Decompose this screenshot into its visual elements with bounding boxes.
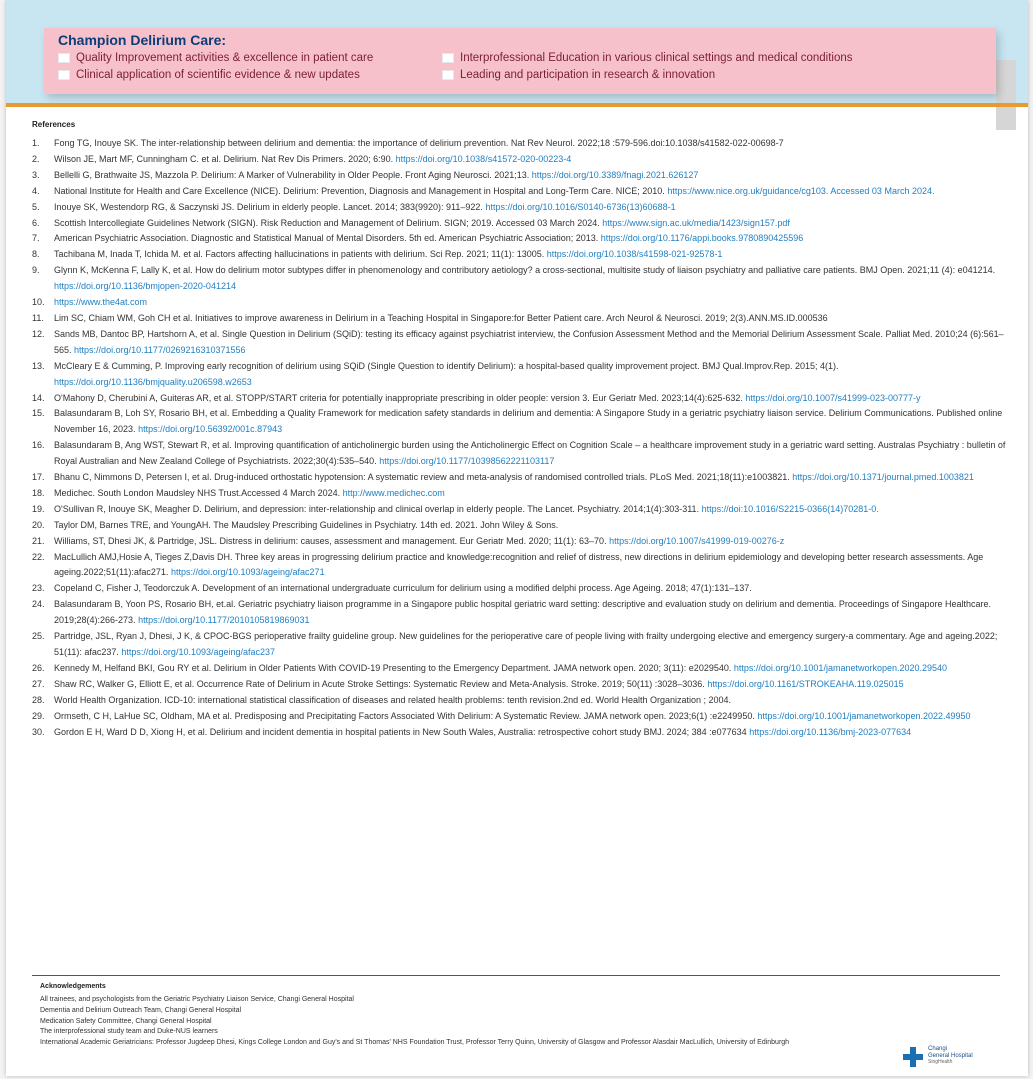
reference-link[interactable]: https://doi.org/10.3389/fnagi.2021.626127 (531, 169, 699, 180)
reference-citation: Copeland C, Fisher J, Teodorczuk A. Development of an international undergraduate curriculum for delirium using a modified delphi process. Age Ageing. 2018; 47(1):131–137. (54, 583, 752, 594)
reference-number: 5. (32, 201, 40, 212)
reference-text (54, 184, 1012, 200)
reference-link[interactable]: https://doi.org/10.1176/appi.books.9780890425596 (600, 233, 804, 244)
reference-text (54, 661, 1012, 677)
reference-item (32, 597, 1012, 629)
reference-item (32, 247, 1012, 263)
reference-text (54, 677, 1012, 693)
logo-text (928, 1046, 973, 1066)
reference-item (32, 311, 1012, 327)
reference-text (54, 231, 1012, 247)
reference-citation: Balasundaram B, Yoon PS, Rosario BH, et.al. Geriatric psychiatry liaison programme in a Singapore public hospital geriatric ward setting: descriptive and evaluation study on delirium and dementia. Proceedings of Singapore Healthcare. 2019;28(4):266-273. (54, 599, 992, 626)
reference-item (32, 263, 1012, 295)
champion-item-label: Interprofessional Education in various clinical settings and medical conditions (460, 52, 853, 64)
reference-citation: Inouye SK, Westendorp RG, & Saczynski JS. Delirium in elderly people. Lancet. 2014; 383(9920): 911–922. (54, 201, 483, 212)
cross-icon (902, 1046, 924, 1068)
reference-number: 25. (32, 631, 45, 642)
reference-link[interactable]: https://doi.org/10.1136/bmjopen-2020-041214 (54, 281, 236, 292)
reference-number: 19. (32, 503, 45, 514)
reference-number: 18. (32, 487, 45, 498)
reference-item (32, 438, 1012, 470)
reference-number: 29. (32, 710, 45, 721)
reference-item (32, 518, 1012, 534)
logo-line: SingHealth (928, 1059, 953, 1065)
reference-item (32, 406, 1012, 438)
reference-text (54, 597, 1012, 629)
acknowledgement-line: Dementia and Delirium Outreach Team, Changi General Hospital (40, 1006, 242, 1014)
checkbox-icon (58, 70, 70, 80)
reference-link[interactable]: https://doi.org/10.1001/jamanetworkopen.2022.49950 (757, 710, 971, 721)
reference-number: 21. (32, 535, 45, 546)
champion-delirium-care-box (44, 28, 996, 94)
reference-citation: O'Mahony D, Cherubini A, Guiteras AR, et al. STOPP/START criteria for potentially inappropriate prescribing in older people: version 3. Eur Geriatr Med. 2023;14(4):625-632. (54, 392, 743, 403)
reference-item (32, 661, 1012, 677)
acknowledgement-line: All trainees, and psychologists from the Geriatric Psychiatry Liaison Service, Changi General Hospital (40, 996, 354, 1003)
reference-citation: Bellelli G, Brathwaite JS, Mazzola P. Delirium: A Marker of Vulnerability in Older People. Front Aging Neurosci. 2021;13. (54, 169, 530, 180)
reference-text (54, 263, 1012, 295)
section-divider (32, 975, 1000, 976)
reference-link[interactable]: https://doi.org/10.1038/s41572-020-00223-4 (395, 153, 572, 164)
reference-citation: World Health Organization. ICD-10: international statistical classification of diseases and related health problems: tenth revision.2nd ed. World Health Organization ; 2004. (54, 694, 732, 705)
checkbox-icon (58, 53, 70, 63)
reference-citation: Williams, ST, Dhesi JK, & Partridge, JSL. Distress in delirium: causes, assessment and management. Eur Geriatr Med. 2020; 11(1): 63–70. (54, 535, 607, 546)
reference-link[interactable]: https://doi.org/10.1177/2010105819869031 (138, 615, 310, 626)
reference-text (54, 709, 1012, 725)
reference-item (32, 486, 1012, 502)
reference-link[interactable]: https://doi.org/10.1371/journal.pmed.1003821 (792, 472, 974, 483)
reference-item (32, 629, 1012, 661)
reference-text (54, 581, 1012, 597)
reference-citation: Glynn K, McKenna F, Lally K, et al. How do delirium motor subtypes differ in phenomenology and contributory aetiology? a cross-sectional, multisite study of liaison psychiatry and palliative care patients. BMJ Open. 2021;11 (4): e041214. (54, 265, 996, 276)
reference-item (32, 391, 1012, 407)
reference-number: 20. (32, 519, 45, 530)
reference-citation: O'Sullivan R, Inouye SK, Meagher D. Delirium, and depression: inter-relationship and clinical overlap in elderly people. The Lancet. Psychiatry. 2014;1(4):303-311. (54, 503, 700, 514)
reference-number: 8. (32, 249, 40, 260)
reference-number: 13. (32, 360, 45, 371)
champion-item (442, 69, 715, 81)
reference-item (32, 709, 1012, 725)
decorative-shadow (996, 60, 1016, 130)
reference-number: 22. (32, 551, 45, 562)
reference-text (54, 693, 1012, 709)
champion-item-label: Leading and participation in research & innovation (460, 69, 716, 81)
reference-item (32, 470, 1012, 486)
reference-item (32, 693, 1012, 709)
champion-item (442, 52, 853, 64)
reference-citation: Tachibana M, Inada T, Ichida M. et al. Factors affecting hallucinations in patients with delirium. Sci Rep. 2021; 11(1): 13005. (54, 249, 545, 260)
reference-text (54, 486, 1012, 502)
reference-text (54, 359, 1012, 391)
hospital-logo (902, 1046, 982, 1072)
reference-item (32, 200, 1012, 216)
reference-item (32, 231, 1012, 247)
reference-number: 10. (32, 297, 45, 308)
reference-text (54, 502, 1012, 518)
reference-link[interactable]: https://doi.org/10.1001/jamanetworkopen.2020.29540 (733, 662, 948, 673)
reference-text (54, 216, 1012, 232)
reference-citation: Wilson JE, Mart MF, Cunningham C. et al. Delirium. Nat Rev Dis Primers. 2020; 6:90. (54, 153, 394, 164)
reference-item (32, 184, 1012, 200)
reference-text (54, 152, 1012, 168)
reference-link[interactable]: https://doi:10.1016/S2215-0366(14)70281-0. (701, 503, 879, 514)
reference-item (32, 216, 1012, 232)
reference-link[interactable]: https://doi.org/10.1038/s41598-021-92578-1 (546, 249, 723, 260)
reference-link[interactable]: https://www.nice.org.uk/guidance/cg103. Accessed 03 March 2024. (667, 185, 935, 196)
reference-text (54, 725, 1012, 741)
logo-line: Changi (928, 1046, 948, 1052)
reference-text (54, 406, 1012, 438)
reference-text (54, 518, 1012, 534)
reference-number: 16. (32, 440, 45, 451)
reference-link[interactable]: https://doi.org/10.1136/bmjquality.u206598.w2653 (54, 376, 252, 387)
checkbox-icon (442, 53, 454, 63)
reference-number: 14. (32, 392, 45, 403)
reference-citation: Balasundaram B, Ang WST, Stewart R, et al. Improving quantification of anticholinergic burden using the Anticholinergic Effect on Cognition Scale – a healthcare improvement study in a geriatric ward setting. Australas Psychiatry : bulletin of Royal Australian and New Zealand College of Psychiatrists. 2022;30(4):535–540. (54, 440, 1006, 467)
reference-item (32, 295, 1012, 311)
checkbox-icon (442, 70, 454, 80)
reference-number: 26. (32, 662, 45, 673)
reference-number: 23. (32, 583, 45, 594)
reference-item (32, 136, 1012, 152)
reference-number: 30. (32, 726, 45, 737)
reference-citation: MacLullich AMJ,Hosie A, Tieges Z,Davis DH. Three key areas in progressing delirium practice and knowledge:recognition and relief of distress, new directions in delirium epidemiology and developing better research assessments. Age ageing.2022;51(11):afac271. (54, 551, 984, 578)
reference-citation: National Institute for Health and Care Excellence (NICE). Delirium: Prevention, Diagnosis and Management in Hospital and Long-Term Care. NICE; 2010. (54, 185, 665, 196)
champion-item (58, 52, 373, 64)
reference-text (54, 470, 1012, 486)
reference-item (32, 327, 1012, 359)
reference-link[interactable]: https://www.the4at.com (54, 297, 148, 308)
reference-citation: Bhanu C, Nimmons D, Petersen I, et al. Drug-induced orthostatic hypotension: A systematic review and meta-analysis of randomised controlled trials. PLoS Med. 2021;18(11):e1003821. (54, 472, 790, 483)
reference-number: 27. (32, 678, 45, 689)
reference-number: 7. (32, 233, 40, 244)
reference-number: 9. (32, 265, 40, 276)
reference-number: 1. (32, 138, 40, 148)
reference-number: 15. (32, 408, 45, 419)
references-list (32, 136, 1012, 740)
reference-text (54, 550, 1012, 582)
champion-item-label: Clinical application of scientific evidence & new updates (76, 69, 360, 81)
reference-citation: Balasundaram B, Loh SY, Rosario BH, et al. Embedding a Quality Framework for medication safety standards in delirium and dementia: A Singapore Study in a geriatric psychiatry liaison service. Delirium Communications. Published online November 16, 2023. (54, 408, 1003, 435)
reference-number: 2. (32, 153, 40, 164)
reference-number: 24. (32, 599, 45, 610)
reference-text (54, 200, 1012, 216)
reference-link[interactable]: http://www.medichec.com (342, 487, 445, 498)
reference-citation: American Psychiatric Association. Diagnostic and Statistical Manual of Mental Disorders. 5th ed. American Psychiatric Association; 2013. (54, 233, 599, 244)
reference-citation: Gordon E H, Ward D D, Xiong H, et al. Delirium and incident dementia in hospital patients in New South Wales, Australia: retrospective cohort study BMJ. 2024; 384 :e077634 (54, 726, 747, 737)
champion-item-label: Quality Improvement activities & excellence in patient care (76, 52, 374, 64)
reference-item (32, 168, 1012, 184)
logo-line: General Hospital (928, 1052, 973, 1059)
reference-citation: Ormseth, C H, LaHue SC, Oldham, MA et al. Predisposing and Precipitating Factors Associated With Delirium: A Systematic Review. JAMA network open. 2023;6(1) :e2249950. (54, 710, 755, 721)
reference-link[interactable]: https://doi.org/10.1007/s41999-019-00276-z (609, 535, 785, 546)
reference-item (32, 152, 1012, 168)
reference-citation: Lim SC, Chiam WM, Goh CH et al. Initiatives to improve awareness in Delirium in a Teaching Hospital in Singapore:for Better Patient care. Arch Neurol & Neurosci. 2019; 2(3).ANN.MS.ID.000536 (54, 312, 828, 323)
reference-link[interactable]: https://www.sign.ac.uk/media/1423/sign157.pdf (602, 217, 790, 228)
reference-citation: Shaw RC, Walker G, Elliott E, et al. Occurrence Rate of Delirium in Acute Stroke Settings: Systematic Review and Meta-Analysis. Stroke. 2019; 50(11) :3028–3036. (54, 678, 705, 689)
reference-text (54, 327, 1012, 359)
poster-page (6, 0, 1028, 1076)
reference-number: 12. (32, 328, 45, 339)
reference-citation: Sands MB, Dantoc BP, Hartshorn A, et al. Single Question in Delirium (SQiD): testing its efficacy against psychiatrist interview, the Confusion Assessment Method and the Memorial Delirium Assessment Scale. Palliat Med. 2010;24 (6):561–565. (54, 328, 1004, 355)
reference-number: 6. (32, 217, 40, 228)
orange-divider (6, 103, 1028, 107)
reference-number: 17. (32, 472, 45, 483)
reference-item (32, 502, 1012, 518)
champion-title: Champion Delirium Care: (58, 32, 227, 48)
reference-text (54, 438, 1012, 470)
reference-item (32, 677, 1012, 693)
reference-text (54, 311, 1012, 327)
reference-citation: Taylor DM, Barnes TRE, and YoungAH. The Maudsley Prescribing Guidelines in Psychiatry. 14th ed. 2021. John Wiley & Sons. (54, 519, 559, 530)
reference-link[interactable]: https://doi.org/10.1161/STROKEAHA.119.025015 (707, 678, 904, 689)
references-heading: References (32, 120, 76, 129)
reference-item (32, 534, 1012, 550)
reference-link[interactable]: https://doi.org/10.1016/S0140-6736(13)60688-1 (485, 201, 676, 212)
reference-link[interactable]: https://doi.org/10.56392/001c.87943 (138, 424, 283, 435)
reference-text (54, 295, 1012, 311)
reference-number: 3. (32, 169, 40, 180)
acknowledgements-heading: Acknowledgements (40, 983, 106, 990)
acknowledgement-line: Medication Safety Committee, Changi General Hospital (40, 1017, 212, 1025)
reference-number: 11. (32, 312, 44, 323)
reference-citation: Fong TG, Inouye SK. The inter-relationship between delirium and dementia: the importance of delirium prevention. Nat Rev Neurol. 2022;18 :579-596.doi:10.1038/s41582-022-00698-7 (54, 138, 784, 148)
reference-number: 28. (32, 694, 45, 705)
reference-item (32, 550, 1012, 582)
reference-item (32, 725, 1012, 741)
reference-text (54, 247, 1012, 263)
reference-text (54, 629, 1012, 661)
reference-link[interactable]: https://doi.org/10.1136/bmj-2023-077634 (749, 726, 912, 737)
reference-text (54, 534, 1012, 550)
reference-text (54, 391, 1012, 407)
champion-item (58, 69, 360, 81)
acknowledgement-line: International Academic Geriatricians: Professor Jugdeep Dhesi, Kings College London and Guy's and St Thomas' NHS Foundation Trust, Professor Terry Quinn, University of Glasgow and Professor Alasdair MacLullich, University of Edinburgh (40, 1039, 790, 1047)
reference-link[interactable]: https://doi.org/10.1093/ageing/afac237 (121, 647, 276, 657)
reference-link[interactable]: https://doi.org/10.1007/s41999-023-00777-y (745, 392, 921, 403)
reference-link[interactable]: https://doi.org/10.1177/10398562221103117 (379, 456, 555, 467)
reference-citation: Scottish Intercollegiate Guidelines Network (SIGN). Risk Reduction and Management of Delirium. SIGN; 2019. Accessed 03 March 2024. (54, 217, 600, 228)
reference-citation: Partridge, JSL, Ryan J, Dhesi, J K, & CPOC-BGS perioperative frailty guideline group. New guidelines for the perioperative care of people living with frailty undergoing elective and emergency surgery-a commentary. Age and ageing.2022; 51(11): afac237. (54, 631, 998, 657)
reference-link[interactable]: https://doi.org/10.1093/ageing/afac271 (170, 567, 325, 578)
reference-citation: McCleary E & Cumming, P. Improving early recognition of delirium using SQiD (Single Question to identify Delirium): a hospital-based quality improvement project. BMJ Qual.Improv.Rep. 2015; 4(1). (54, 360, 839, 371)
acknowledgement-line: The interprofessional study team and Duke-NUS learners (40, 1028, 218, 1036)
reference-text (54, 168, 1012, 184)
acknowledgements-list (40, 995, 900, 1049)
reference-citation: Medichec. South London Maudsley NHS Trust.Accessed 4 March 2024. (54, 487, 341, 498)
reference-item (32, 359, 1012, 391)
reference-link[interactable]: https://doi.org/10.1177/0269216310371556 (74, 344, 246, 355)
reference-item (32, 581, 1012, 597)
reference-citation: Kennedy M, Helfand BKI, Gou RY et al. Delirium in Older Patients With COVID-19 Presenting to the Emergency Department. JAMA network open. 2020; 3(11): e2029540. (54, 662, 732, 673)
reference-text (54, 136, 1012, 152)
reference-number: 4. (32, 185, 40, 196)
